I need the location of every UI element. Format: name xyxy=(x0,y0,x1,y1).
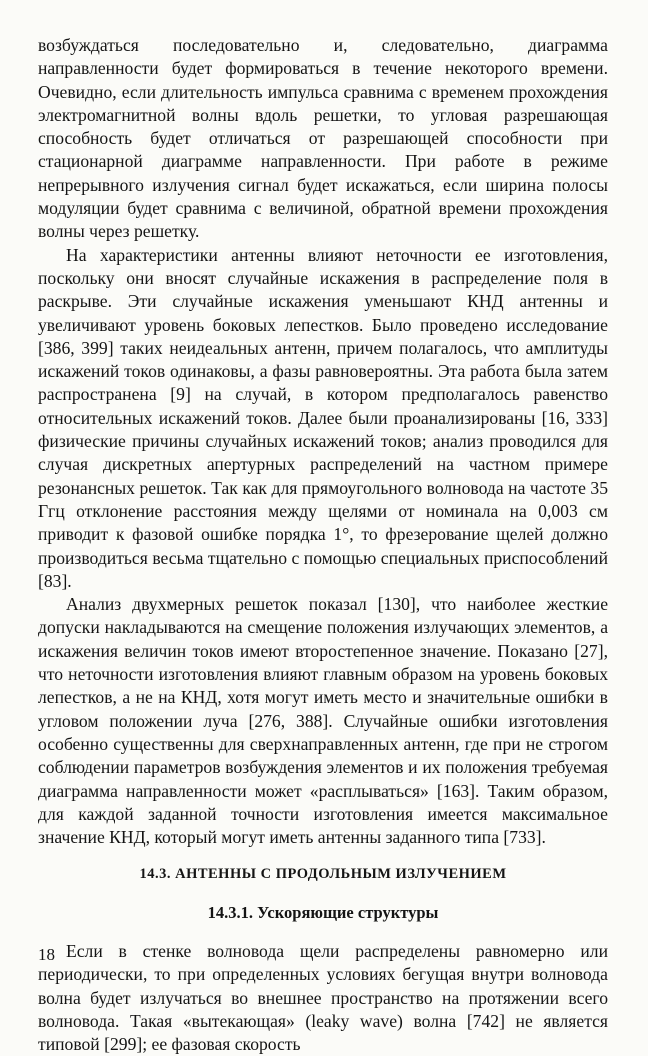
paragraph-leaky-wave: Если в стенке волновода щели распределены равномерно или периодически, то при определенных условиях бегущая внутри волновода волна будет излучаться во внешнее пространство на протяжении всего волновода. Такая «вытекающая» (leaky wave) волна [742] не является типовой [299]; ее фазовая скорость xyxy=(38,940,608,1055)
paragraph-two-dimensional-arrays: Анализ двухмерных решеток показал [130], что наиболее жесткие допуски накладываются на смещение положения излучающих элементов, а искажения величин токов имеют второстепенное значение. Показано [27], что неточности изготовления влияют главным образом на уровень боковых лепестков, а не на КНД, хотя могут иметь место и значительные ошибки в угловом положении луча [276, 388]. Случайные ошибки изготовления особенно существенны для сверхнаправленных антенн, где при не строгом соблюдении параметров возбуждения элементов и их положения требуемая диаграмма направленности может «расплываться» [163]. Таким образом, для каждой заданной точности изготовления имеется максимальное значение КНД, который могут иметь антенны заданного типа [733]. xyxy=(38,594,608,848)
subsection-heading: 14.3.1. Ускоряющие структуры xyxy=(207,902,439,922)
paragraph-continued: возбуждаться последовательно и, следовательно, диаграмма направленности будет формироваться в течение некоторого времени. Очевидно, если длительность импульса сравнима с временем прохождения электромагнитной волны вдоль решетки, то угловая разрешающая способность будет отличаться от разрешающей способности при стационарной диаграмме направленности. При работе в режиме непрерывного излучения сигнал будет искажаться, если ширина полосы модуляции будет сравнима с величиной, обратной времени прохождения волны через решетку. xyxy=(38,35,608,242)
section-heading: 14.3. АНТЕННЫ С ПРОДОЛЬНЫМ ИЗЛУЧЕНИЕМ xyxy=(139,866,507,883)
paragraph-fabrication-errors: На характеристики антенны влияют неточности ее изготовления, поскольку они вносят случайные искажения в распределение поля в раскрыве. Эти случайные искажения уменьшают КНД антенны и увеличивают уровень боковых лепестков. Было проведено исследование [386, 399] таких неидеальных антенн, причем полагалось, что амплитуды искажений токов одинаковы, а фазы равновероятны. Эта работа была затем распространена [9] на случай, в котором предполагалось равенство относительных искажений токов. Далее были проанализированы [16, 333] физические причины случайных искажений токов; анализ проводился для случая дискретных апертурных распределений на частном примере резонансных решеток. Так как для прямоугольного волновода на частоте 35 Ггц отклонение расстояния между щелями от номинала на 0,003 см приводит к фазовой ошибке порядка 1°, то фрезерование щелей должно производиться весьма тщательно с помощью специальных приспособлений [83]. xyxy=(38,244,608,591)
page-number: 18 xyxy=(38,945,55,964)
body-text xyxy=(38,34,608,1056)
